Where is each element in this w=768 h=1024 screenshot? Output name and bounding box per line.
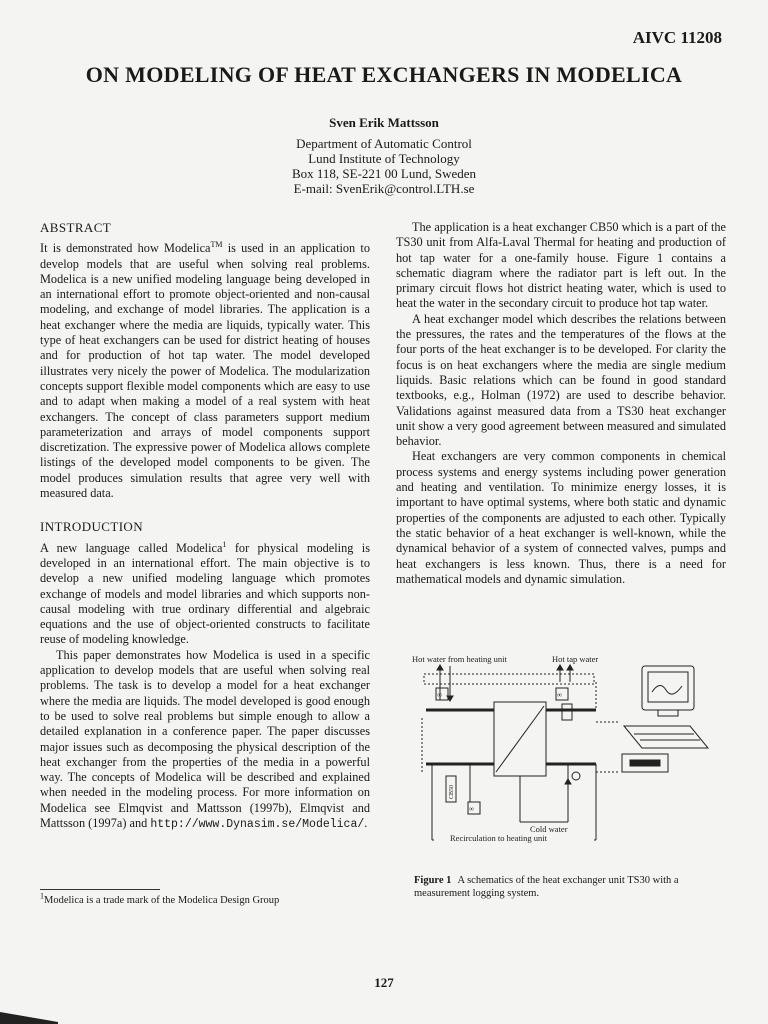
figure-label-hot-water: Hot water from heating unit bbox=[412, 654, 507, 664]
valve-right bbox=[562, 704, 572, 720]
trademark-sup: TM bbox=[210, 240, 223, 250]
page-number: 127 bbox=[374, 975, 394, 990]
right-paragraph-2: A heat exchanger model which describes the relations between the pressures, the rates and the temperatures of the flows at the four ports of the heat exchanger is to be developed. For clarity the focus is on heat exchangers where the media are single medium liquids. Basic relations which can be found in good standard textbooks, e.g., Holman (1972) are used to describe behavior. Validations against measured data from a TS30 heat exchanger unit show a very good agreement between measured and simulated behavior. bbox=[396, 311, 726, 449]
right-paragraph-1: The application is a heat exchanger CB50 which is a part of the TS30 unit from Alfa-Laval Thermal for heating and production of hot tap water for a one-family house. Figure 1 contains a schematic diagram where the radiator part is left out. In the primary circuit flows hot district heating water, which is used to heat the water in the secondary circuit to produce hot tap water. bbox=[396, 220, 726, 311]
introduction-heading: INTRODUCTION bbox=[40, 519, 144, 535]
affiliation-email: E-mail: SvenErik@control.LTH.se bbox=[293, 181, 475, 196]
affiliation-block bbox=[0, 136, 768, 196]
figure-caption bbox=[414, 875, 714, 900]
affiliation-institute: Lund Institute of Technology bbox=[308, 151, 460, 166]
right-column bbox=[396, 220, 726, 587]
document-reference: AIVC 11208 bbox=[632, 28, 722, 47]
sensor-circle bbox=[572, 772, 580, 780]
figure-label-cold: Cold water bbox=[530, 824, 568, 834]
footnote-ref: 1 bbox=[222, 539, 227, 549]
modelica-url: http://www.Dynasim.se/Modelica/ bbox=[150, 817, 365, 831]
keyboard-icon bbox=[624, 726, 708, 748]
left-column bbox=[40, 220, 370, 832]
figure-schematic bbox=[410, 652, 716, 864]
author-name: Sven Erik Mattsson bbox=[329, 115, 439, 130]
right-paragraph-3: Heat exchangers are very common components in chemical process systems and energy systems including power generation and heating and ventilation. To minimize energy losses, it is important to have optimal systems, where both static and dynamic properties of the components are adjusted to each other. Typically the static behavior of a heat exchanger is well-known, while the dynamical behavior of a system of connected valves, pumps and heat exchangers is less known. Thus, there is a need for mathematical models and dynamic simulation. bbox=[396, 449, 726, 586]
arrow-icon bbox=[565, 779, 571, 784]
abstract-paragraph: It is demonstrated how Modelica™ is used in an application to develop models that are useful when solving real problems. Modelica is a new unified modeling language being developed in an international effort to promote object-oriented and non-causal modeling, and exchange of model libraries. The application is a heat exchanger where the media are liquids, typically water. This type of heat exchangers can be used for district heating of houses and for production of hot tap water. The model developed illustrates very nicely the power of Modelica. The modularization concepts support flexible model components which are easy to use and to adapt when making a model of a real system with heat exchangers. The concept of class parameters support medium parameterization and arrays of model components support discretization. The expressive power of Modelica allows complete listings of the developed model components to be given. The model produces simulation results that agree very well with measured data. bbox=[40, 240, 370, 501]
affiliation-department: Department of Automatic Control bbox=[296, 136, 472, 151]
footnote: $^1$Modelica is a trade mark of the Modelica Design Group bbox=[40, 891, 280, 906]
monitor-stand bbox=[658, 710, 678, 716]
svg-text:∞: ∞ bbox=[469, 805, 474, 813]
scan-edge-mark bbox=[0, 1006, 58, 1024]
intro-paragraph-2: This paper demonstrates how Modelica is used in a specific application to develop models that are useful when solving real problems. The task is to develop a model for a heat exchanger where the media are liquids. The model developed is good enough to be used to solve real problems but simple enough to allow a detailed explanation in a conference paper. The paper discusses major issues such as decomposing the physical description of the heat exchanger from the properties of the media in a powerful way. The concepts of Modelica will be described and explained when needed in the modeling process. For more information on Modelica see Elmqvist and Mattsson (1997b), Elmqvist and Mattsson (1997a) and http://www.Dynasim.se/Modelica/. bbox=[40, 647, 370, 831]
monitor-icon bbox=[642, 666, 694, 710]
figure-caption-label: Figure 1 bbox=[414, 875, 452, 886]
figure-label-cb: CB50 bbox=[449, 784, 455, 799]
figure-label-tap: Hot tap water bbox=[552, 654, 599, 664]
arrow-icon bbox=[567, 665, 573, 670]
svg-text:∞: ∞ bbox=[557, 691, 562, 699]
affiliation-address: Box 118, SE-221 00 Lund, Sweden bbox=[291, 166, 477, 181]
figure-caption-text: A schematics of the heat exchanger unit TS30 with a measurement logging system. bbox=[414, 875, 679, 899]
paper-title: ON MODELING OF HEAT EXCHANGERS IN MODELICA bbox=[85, 62, 683, 87]
arrow-icon bbox=[437, 665, 443, 670]
svg-text:∞: ∞ bbox=[437, 691, 442, 699]
abstract-heading: ABSTRACT bbox=[40, 220, 112, 235]
figure-label-recirc: Recirculation to heating unit bbox=[450, 833, 548, 843]
arrow-icon bbox=[557, 665, 563, 670]
intro-paragraph-1: A new language called Modelica$^1$ for physical modeling is developed in an international effort. The main objective is to develop a new unified modeling language which promotes exchange of models and model libraries and which supports non-causal modeling with true ordinary differential and algebraic equations and the use of object-oriented constructs to facilitate reuse of modeling knowledge. bbox=[40, 539, 370, 647]
footnote-rule bbox=[40, 889, 160, 890]
